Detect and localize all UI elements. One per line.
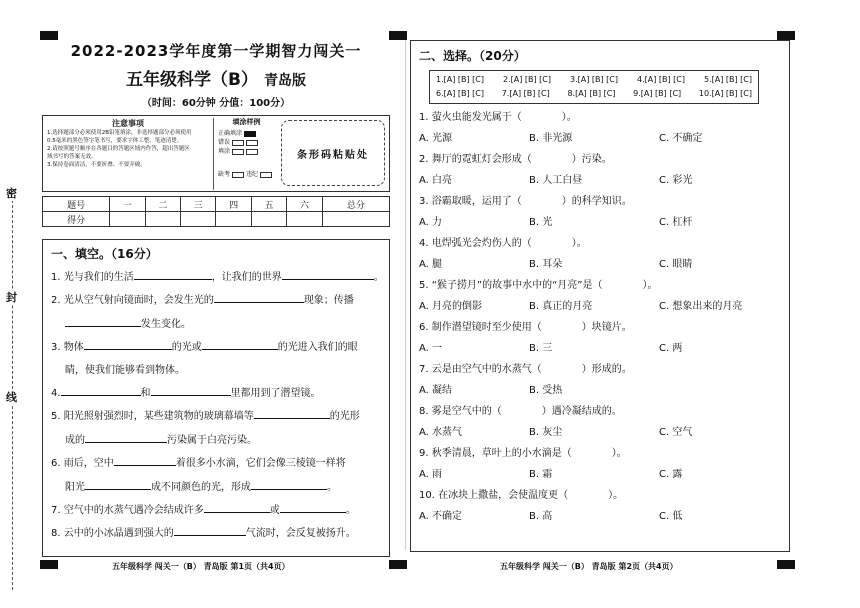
choice-question-2 — [419, 152, 781, 188]
choice-question-1 — [419, 110, 781, 146]
violation-label: 违纪 — [246, 171, 259, 178]
option-b: B. 霜 — [529, 469, 553, 480]
option-b: B. 灰尘 — [529, 427, 563, 438]
fill-question-2: 2. 光从空气射向镜面时，会发生光的 现象；传播 — [51, 292, 381, 308]
registration-mark — [389, 31, 407, 40]
option-c: C. 不确定 — [659, 133, 703, 144]
answer-blank[interactable] — [114, 455, 176, 466]
option-c: C. 彩光 — [659, 175, 693, 186]
answer-blank[interactable] — [202, 339, 278, 350]
answer-blank[interactable] — [251, 479, 327, 490]
score-cell[interactable] — [322, 212, 389, 227]
question-stem: 3. 浴霸取暖，运用了（ — [419, 196, 522, 207]
section2-title: 二、选择。（20分） — [419, 49, 526, 63]
score-header: 题号 — [43, 197, 110, 212]
page-divider — [405, 40, 406, 550]
question-stem: 10. 在冰块上撒盐，会使温度更（ — [419, 490, 569, 501]
question-stem-end: ）的科学知识。 — [561, 196, 632, 207]
notice-line: 域书写的答案无效。 — [47, 154, 97, 160]
answer-option[interactable]: 8.[A] [B] [C] — [567, 89, 616, 98]
option-c: C. 两 — [659, 343, 683, 354]
question-stem-end: ）。 — [608, 490, 624, 501]
option-c: C. 低 — [659, 511, 683, 522]
question-stem-end: ）污染。 — [571, 154, 612, 165]
option-a: A. 光源 — [419, 133, 453, 144]
notice-section — [47, 118, 209, 169]
score-header: 五 — [251, 197, 286, 212]
option-c: C. 露 — [659, 469, 683, 480]
option-c: C. 杠杆 — [659, 217, 693, 228]
registration-mark — [389, 560, 407, 569]
option-c: C. 空气 — [659, 427, 693, 438]
question-stem-end: ）。 — [561, 112, 577, 123]
dot-box-icon — [232, 149, 244, 155]
option-a: A. 腿 — [419, 259, 443, 270]
answer-blank[interactable] — [282, 269, 374, 280]
answer-blank[interactable] — [85, 432, 167, 443]
seal-label-xian: 线 — [6, 391, 17, 404]
registration-mark — [40, 560, 58, 569]
notice-title: 注意事项 — [112, 119, 144, 128]
answer-option[interactable]: 5.[A] [B] [C] — [704, 75, 752, 84]
check-box-icon — [232, 140, 244, 146]
fill-question-6: 6. 雨后，空中 着很多小水滴，它们会像三棱镜一样将 — [51, 455, 381, 471]
score-header: 二 — [145, 197, 180, 212]
exam-info: （时间：60分钟 分值：100分） — [141, 98, 291, 109]
option-a: A. 一 — [419, 343, 443, 354]
score-table — [42, 196, 390, 227]
fill-question-7: 7. 空气中的水蒸气遇冷会结成许多 或 。 — [51, 502, 381, 518]
fill-question-3: 3. 物体 的光或 的光进入我们的眼 — [51, 339, 381, 355]
right-page — [410, 40, 790, 552]
notice-line: 3.保持卷面清洁，不要折叠、不要弄破。 — [47, 162, 146, 168]
seal-label-mi: 密 — [6, 187, 17, 200]
choice-question-4 — [419, 236, 781, 272]
answer-blank[interactable] — [174, 525, 246, 536]
slash-box-icon — [246, 149, 258, 155]
option-b: B. 真正的月亮 — [529, 301, 593, 312]
answer-option[interactable]: 1.[A] [B] [C] — [436, 75, 484, 84]
question-stem: 2. 舞厅的霓虹灯会形成（ — [419, 154, 532, 165]
score-cell[interactable] — [251, 212, 286, 227]
answer-blank[interactable] — [204, 502, 270, 513]
answer-option[interactable]: 7.[A] [B] [C] — [501, 89, 550, 98]
fill-correct-label: 正确填涂 — [218, 130, 243, 137]
fill-wrong-label: 错误 — [218, 139, 231, 146]
score-cell[interactable] — [110, 212, 145, 227]
notice-line: 0.5毫米的黑色签字笔书写，要求字体工整、笔迹清楚。 — [47, 138, 183, 144]
answer-blank[interactable] — [65, 316, 141, 327]
question-stem: 9. 秋季清晨，草叶上的小水滴是（ — [419, 448, 572, 459]
score-header-row — [43, 197, 390, 212]
option-b: B. 光 — [529, 217, 553, 228]
option-a: A. 雨 — [419, 469, 443, 480]
right-footer: 五年级科学 闯关一（B） 青岛版 第2页（共4页） — [500, 562, 678, 571]
question-stem: 8. 雾是空气中的（ — [419, 406, 502, 417]
question-stem-end: ）。 — [571, 238, 587, 249]
choice-question-7 — [419, 362, 781, 398]
option-c: C. 想象出来的月亮 — [659, 301, 743, 312]
fill-in-section — [42, 239, 390, 557]
answer-blank[interactable] — [134, 269, 212, 280]
question-stem-end: ）块镜片。 — [581, 322, 632, 333]
fill-question-2-cont: 发生变化。 — [51, 316, 381, 332]
fill-label: 填涂 — [218, 148, 231, 155]
answer-option[interactable]: 3.[A] [B] [C] — [570, 75, 618, 84]
fill-question-5: 5. 阳光照射强烈时，某些建筑物的玻璃幕墙等 的光形 — [51, 408, 381, 424]
question-stem-end: ）。 — [611, 448, 627, 459]
option-b: B. 三 — [529, 343, 553, 354]
answer-blank[interactable] — [214, 292, 304, 303]
question-stem: 7. 云是由空气中的水蒸气（ — [419, 364, 542, 375]
answer-grid-row — [436, 73, 752, 87]
score-header: 四 — [216, 197, 251, 212]
question-stem: 1. 萤火虫能发光属于（ — [419, 112, 522, 123]
option-b: B. 非光源 — [529, 133, 573, 144]
registration-mark — [40, 31, 58, 40]
section1-title: 一、填空。（16分） — [51, 247, 158, 261]
registration-mark — [777, 31, 795, 40]
fill-question-8: 8. 云中的小冰晶遇到强大的 气流时，会反复被扬升。 — [51, 525, 381, 541]
barcode-area: 条形码粘贴处 — [281, 120, 385, 186]
exam-subject: 五年级科学（B） — [126, 70, 258, 90]
seal-label-feng: 封 — [6, 291, 17, 304]
answer-blank[interactable] — [254, 408, 330, 419]
exam-title-line1: 2022-2023学年度第一学期智力闯关一 — [70, 42, 362, 60]
score-header: 六 — [287, 197, 322, 212]
option-a: A. 凝结 — [419, 385, 453, 396]
exam-title-main — [42, 65, 390, 90]
score-header: 一 — [110, 197, 145, 212]
option-a: A. 不确定 — [419, 511, 463, 522]
left-footer: 五年级科学 闯关一（B） 青岛版 第1页（共4页） — [112, 562, 290, 571]
question-stem: 4. 电焊弧光会灼伤人的（ — [419, 238, 532, 249]
option-a: A. 白亮 — [419, 175, 453, 186]
score-row-label: 得分 — [43, 212, 110, 227]
question-stem-end: ）。 — [642, 280, 658, 291]
answer-blank[interactable] — [61, 385, 141, 396]
answer-option[interactable]: 6.[A] [B] [C] — [436, 89, 484, 98]
notice-box — [42, 115, 390, 192]
fill-example — [213, 118, 275, 190]
option-b: B. 受热 — [529, 385, 563, 396]
answer-option[interactable]: 4.[A] [B] [C] — [637, 75, 685, 84]
question-stem-end: ）遇冷凝结成的。 — [541, 406, 622, 417]
filled-box-icon — [244, 131, 256, 137]
answer-grid-row — [436, 87, 752, 101]
violation-box[interactable] — [260, 172, 272, 178]
fill-question-3-cont: 睛，使我们能够看到物体。 — [65, 365, 185, 376]
answer-blank[interactable] — [84, 339, 172, 350]
choice-question-3 — [419, 194, 781, 230]
registration-mark — [777, 560, 795, 569]
option-c: C. 眼睛 — [659, 259, 693, 270]
option-b: B. 人工白昼 — [529, 175, 583, 186]
fill-question-1: 1. 光与我们的生活 ，让我们的世界 。 — [51, 269, 381, 285]
cross-box-icon — [246, 140, 258, 146]
choice-question-6 — [419, 320, 781, 356]
score-cell[interactable] — [216, 212, 251, 227]
score-cell[interactable] — [287, 212, 322, 227]
fill-question-6-cont: 阳光 成不同颜色的光，形成 。 — [51, 479, 381, 495]
exam-version: 青岛版 — [263, 73, 306, 89]
score-header: 三 — [181, 197, 216, 212]
option-a: A. 水蒸气 — [419, 427, 463, 438]
question-stem: 6. 制作潜望镜时至少使用（ — [419, 322, 542, 333]
notice-line: 1.选择题部分必须使用2B铅笔填涂，非选择题部分必须使用 — [47, 130, 192, 136]
fill-example-title: 填涂样例 — [232, 118, 261, 126]
option-a: A. 月亮的倒影 — [419, 301, 483, 312]
option-b: B. 耳朵 — [529, 259, 563, 270]
notice-line: 2.请按照题号顺序在各题目的答题区域内作答，超出答题区 — [47, 146, 190, 152]
answer-grid — [429, 70, 759, 104]
score-cell[interactable] — [145, 212, 180, 227]
answer-option[interactable]: 2.[A] [B] [C] — [503, 75, 551, 84]
choice-question-8 — [419, 404, 781, 440]
choice-question-5 — [419, 278, 781, 314]
question-stem: 5. “猴子捞月”的故事中水中的“月亮”是（ — [419, 280, 603, 291]
choice-question-10 — [419, 488, 781, 524]
option-b: B. 高 — [529, 511, 553, 522]
answer-option[interactable]: 9.[A] [B] [C] — [633, 89, 682, 98]
question-stem-end: ）形成的。 — [581, 364, 632, 375]
answer-blank[interactable] — [85, 479, 151, 490]
fill-question-4: 4. 和 里都用到了潜望镜。 — [51, 385, 381, 401]
missing-box[interactable] — [232, 172, 244, 178]
fill-question-5-cont: 成的 污染属于白亮污染。 — [51, 432, 381, 448]
left-page — [42, 40, 390, 557]
missing-label: 缺考 — [218, 171, 231, 178]
answer-blank[interactable] — [151, 385, 231, 396]
answer-blank[interactable] — [280, 502, 346, 513]
choice-question-9 — [419, 446, 781, 482]
answer-option[interactable]: 10.[A] [B] [C] — [698, 89, 752, 98]
score-header: 总分 — [322, 197, 389, 212]
score-cell[interactable] — [181, 212, 216, 227]
score-row — [43, 212, 390, 227]
option-a: A. 力 — [419, 217, 443, 228]
